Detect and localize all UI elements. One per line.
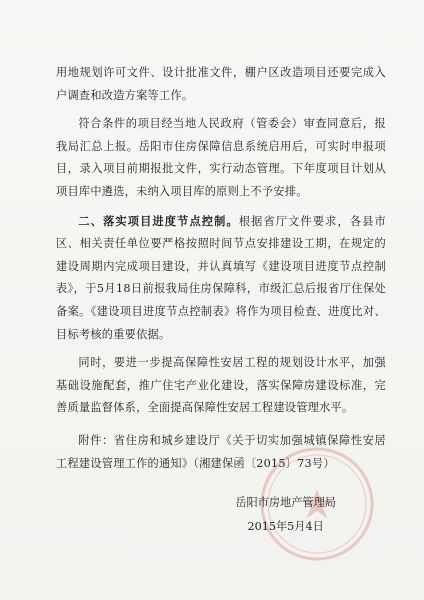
paragraph-1: 用地规划许可文件、设计批准文件，棚户区改造项目还要完成入户调查和改造方案等工作。 xyxy=(56,66,386,102)
paragraph-4: 同时，要进一步提高保障性安居工程的规划设计水平，加强基础设施配套，推广住宅产业化建设，落实保障房建设标准，完善质量监督体系，全面提高保障性安居工程建设管理水平。 xyxy=(56,356,386,415)
paragraph-2: 符合条件的项目经当地人民政府（管委会）审查同意后，报我局汇总上报。岳阳市住房保障信息系统启用后，可实时申报项目，录入项目前期报批文件，实行动态管理。下年度项目计划从项目库中遴选，未纳入项目库的原则上不予安排。 xyxy=(56,117,386,198)
paragraph-3-text: 根据省厅文件要求，各县市区、相关责任单位要严格按照时间节点安排建设工期，在规定的建设周期内完成项目建设，并认真填写《建设项目进度节点控制表》，于5月18日前报我局住房保障科，市级汇总后报省厅住保处备案。《建设项目进度节点控制表》将作为项目检查、进度比对、目标考核的重要依据。 xyxy=(56,214,386,341)
paragraph-3 xyxy=(56,210,386,347)
attachment-note: 附件：省住房和城乡建设厅《关于切实加强城镇保障性安居工程建设管理工作的通知》（湘建保函〔2015〕73号） xyxy=(56,433,386,470)
section-heading: 二、落实项目进度节点控制。 xyxy=(78,213,239,228)
issuing-organization: 岳阳市房地产管理局 xyxy=(235,496,336,509)
issue-date: 2015年5月4日 xyxy=(247,520,324,533)
document-body xyxy=(56,62,386,475)
signature-block xyxy=(235,491,336,539)
